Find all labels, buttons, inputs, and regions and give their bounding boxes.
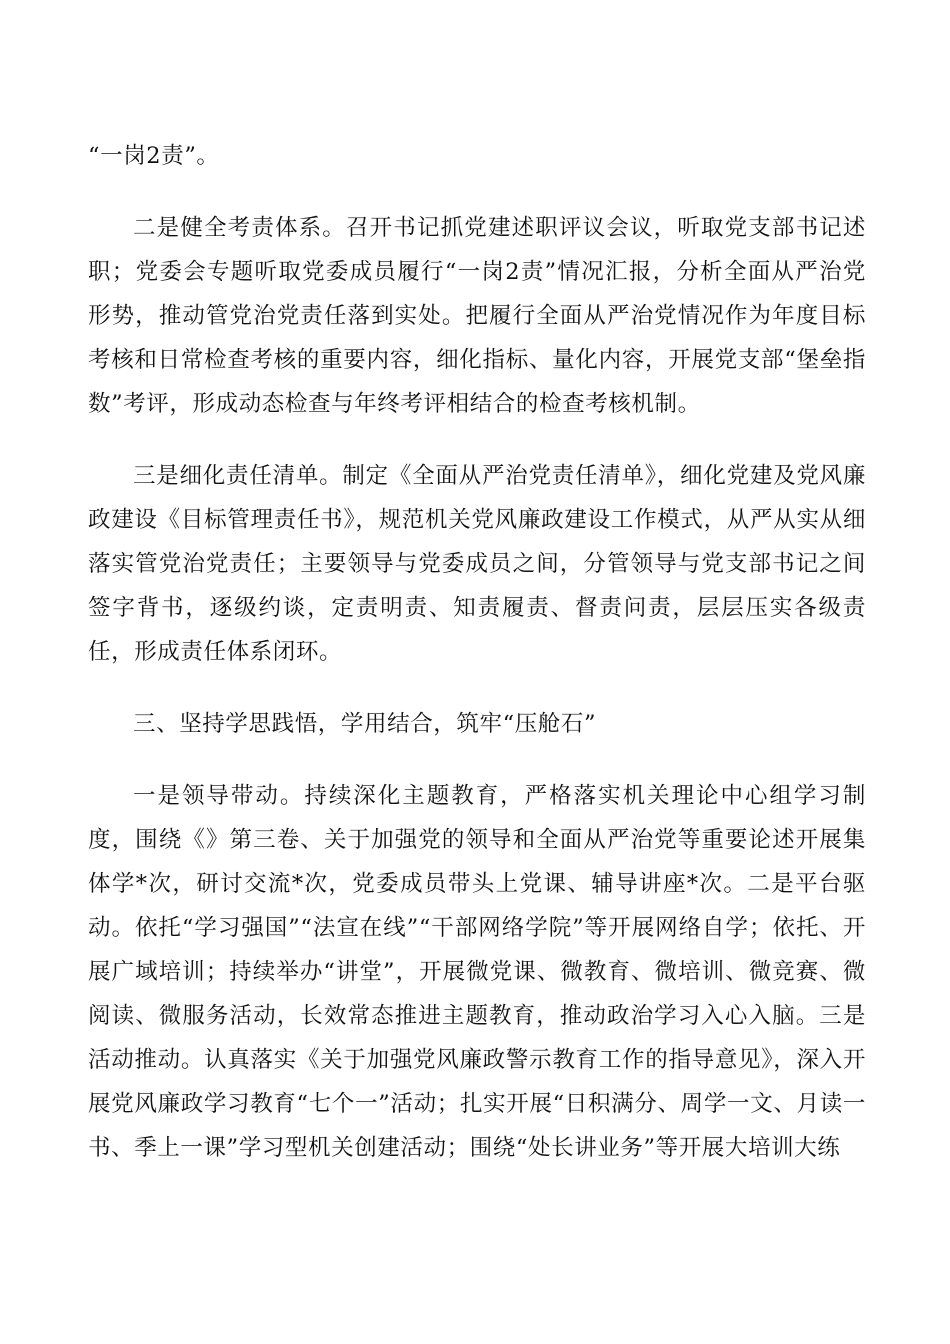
document-body — [88, 134, 866, 1170]
paragraph-continuation: “一岗2责”。 — [88, 143, 220, 169]
paragraph-leadership: 一是领导带动。持续深化主题教育，严格落实机关理论中心组学习制度，围绕《》第三卷、关于加强党的领导和全面从严治党等重要论述开展集体学*次，研讨交流*次，党委成员带头上党课、辅导讲座*次。二是平台驱动。依托“学习强国”“法宣在线”“干部网络学院”等开展网络自学；依托、开展广域培训；持续举办“讲堂”，开展微党课、微教育、微培训、微竞赛、微阅读、微服务活动，长效常态推进主题教育，推动政治学习入心入脑。三是活动推动。认真落实《关于加强党风廉政警示教育工作的指导意见》，深入开展党风廉政学习教育“七个一”活动；扎实开展“日积满分、周学一文、月读一书、季上一课”学习型机关创建活动；围绕“处长讲业务”等开展大培训大练 — [88, 783, 866, 1161]
paragraph-responsibility-list: 三是细化责任清单。制定《全面从严治党责任清单》，细化党建及党风廉政建设《目标管理责任书》，规范机关党风廉政建设工作模式，从严从实从细落实管党治党责任；主要领导与党委成员之间，分管领导与党支部书记之间签字背书，逐级约谈，定责明责、知责履责、督责问责，层层压实各级责任，形成责任体系闭环。 — [88, 463, 866, 665]
section-heading: 三、坚持学思践悟，学用结合，筑牢“压舱石” — [133, 711, 597, 737]
paragraph-assessment-system: 二是健全考责体系。召开书记抓党建述职评议会议，听取党支部书记述职；党委会专题听取党委成员履行“一岗2责”情况汇报，分析全面从严治党形势，推动管党治党责任落到实处。把履行全面从严治党情况作为年度目标考核和日常检查考核的重要内容，细化指标、量化内容，开展党支部“堡垒指数”考评，形成动态检查与年终考评相结合的检查考核机制。 — [88, 215, 866, 417]
